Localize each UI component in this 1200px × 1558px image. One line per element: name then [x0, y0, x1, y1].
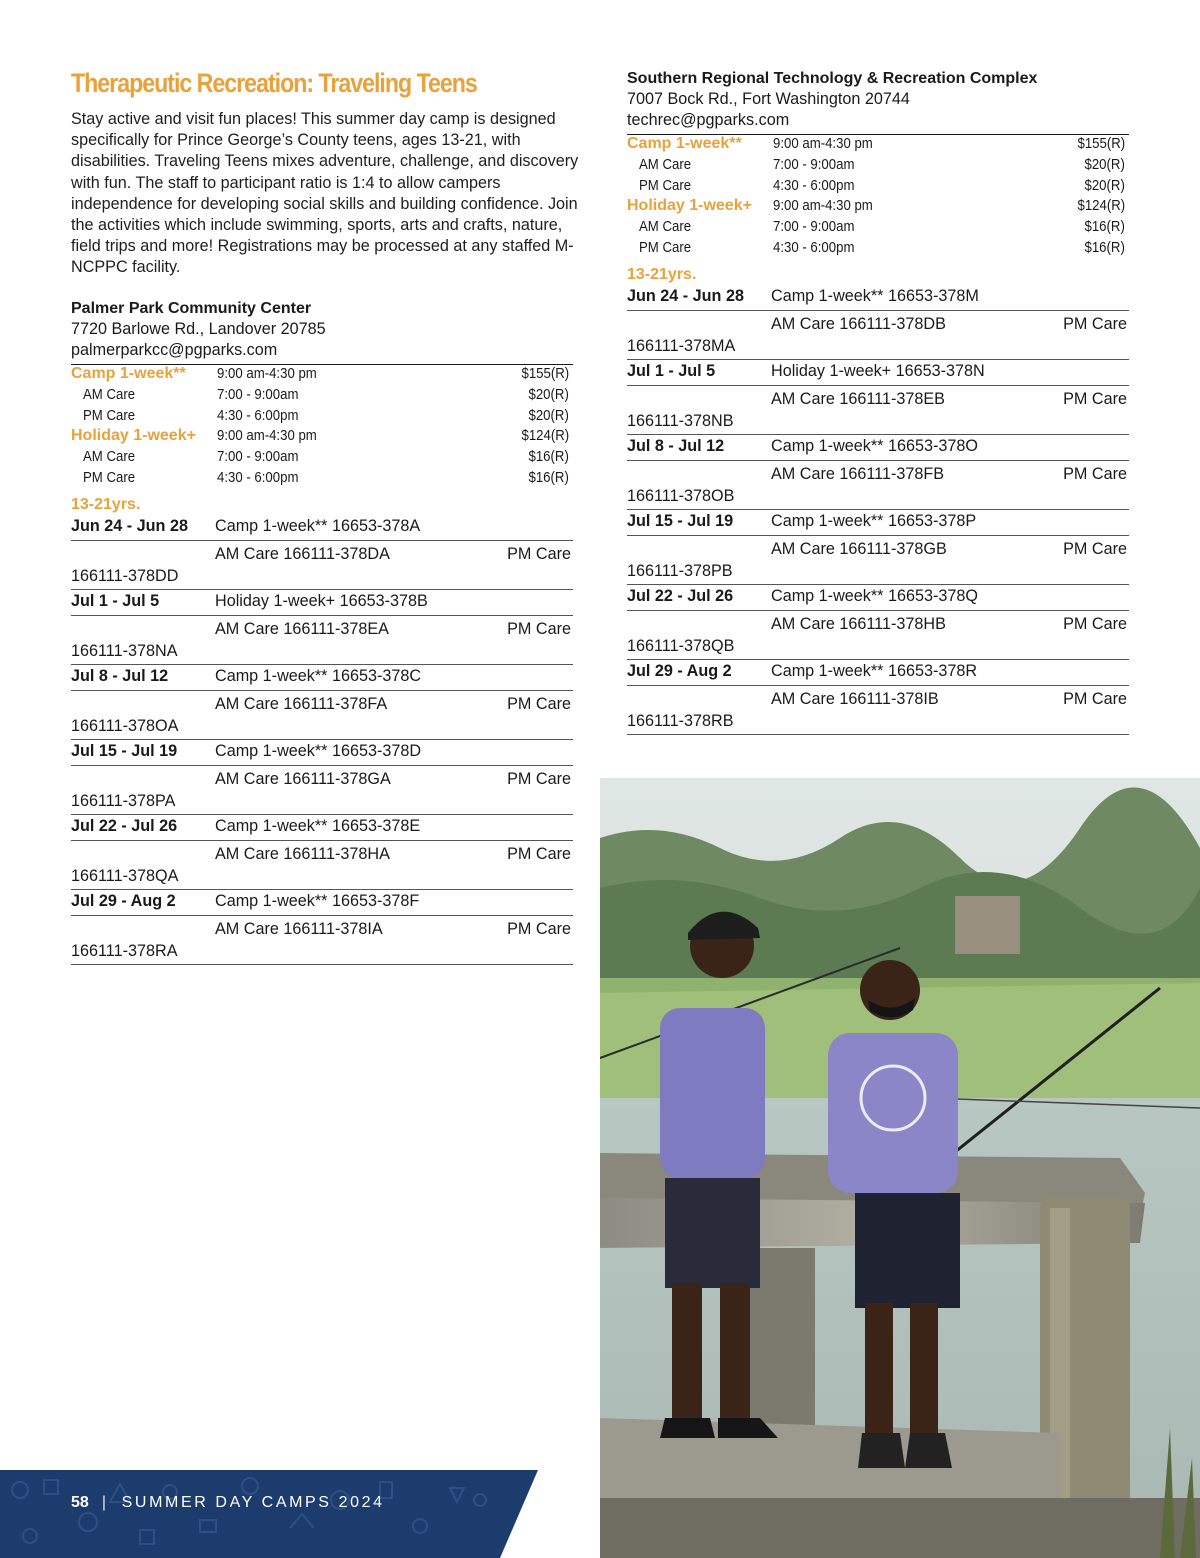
session-row: [71, 740, 573, 766]
fee-row: [71, 448, 573, 469]
session-date: Jul 8 - Jul 12: [71, 666, 169, 685]
fee-price: $20(R): [1084, 155, 1125, 173]
session-row: [627, 510, 1129, 536]
venue-email[interactable]: palmerparkcc@pgparks.com: [71, 341, 278, 359]
session-date: Jul 15 - Jul 19: [627, 511, 734, 530]
care-row: [627, 311, 1129, 360]
pm-care-code: 166111-378RB: [627, 711, 734, 730]
fee-label: Camp 1-week**: [627, 135, 742, 152]
care-row: [627, 536, 1129, 585]
fee-price: $16(R): [1084, 238, 1125, 256]
session-date: Jul 8 - Jul 12: [627, 436, 725, 455]
fee-label: Camp 1-week**: [71, 365, 186, 382]
session-row: [71, 890, 573, 916]
fee-label: PM Care: [83, 406, 136, 424]
session-row: [71, 815, 573, 841]
pm-care-code: 166111-378QA: [71, 866, 179, 885]
intro-paragraph: Stay active and visit fun places! This summer day camp is designed specifically for Prince George’s County teens, ages 13-21, with disabilities. Traveling Teens mixes adventure, challenge, and discovery with fun. The staff to participant ratio is 1:4 to allow campers independence for developing social skills and building confidence. Join the activities which include swimming, sports, arts and crafts, nature, field trips and more! Registrations may be processed at any staffed M-NCPPC facility.: [71, 110, 579, 277]
pm-care-label: PM Care: [507, 619, 571, 638]
venue-address: 7007 Bock Rd., Fort Washington 20744: [627, 90, 910, 108]
age-range: 13-21yrs.: [627, 265, 697, 283]
pm-care-code: 166111-378PB: [627, 561, 733, 580]
session-program: Camp 1-week** 16653-378A: [215, 516, 421, 535]
session-program: Camp 1-week** 16653-378O: [771, 436, 978, 455]
fee-price: $20(R): [1084, 176, 1125, 194]
session-date: Jul 29 - Aug 2: [627, 661, 732, 680]
session-program: Camp 1-week** 16653-378E: [215, 816, 421, 835]
am-care-code: AM Care 166111-378FA: [215, 694, 388, 713]
pm-care-code: 166111-378OB: [627, 486, 735, 505]
pm-care-label: PM Care: [1063, 389, 1127, 408]
care-row: [627, 686, 1129, 735]
fee-time: 4:30 - 6:00pm: [773, 176, 855, 194]
fee-time: 7:00 - 9:00am: [773, 155, 855, 173]
session-program: Camp 1-week** 16653-378Q: [771, 586, 978, 605]
pm-care-label: PM Care: [1063, 539, 1127, 558]
fee-row: [71, 386, 573, 407]
care-row: [71, 691, 573, 740]
fee-time: 9:00 am-4:30 pm: [217, 427, 317, 445]
am-care-code: AM Care 166111-378IB: [771, 689, 939, 708]
fee-row: [71, 469, 573, 490]
pm-care-label: PM Care: [1063, 614, 1127, 633]
session-date: Jun 24 - Jun 28: [71, 516, 188, 535]
fee-price: $16(R): [528, 468, 569, 486]
fee-price: $155(R): [1077, 135, 1125, 152]
session-program: Camp 1-week** 16653-378C: [215, 666, 422, 685]
fee-table: [71, 365, 573, 490]
venue-southern-regional: [627, 68, 1129, 735]
pm-care-label: PM Care: [507, 844, 571, 863]
fee-price: $16(R): [1084, 218, 1125, 236]
fee-time: 9:00 am-4:30 pm: [217, 365, 317, 382]
pm-care-code: 166111-378PA: [71, 791, 176, 810]
fee-time: 7:00 - 9:00am: [217, 385, 299, 403]
page-title: Therapeutic Recreation: Traveling Teens: [71, 68, 477, 98]
fee-row: [627, 156, 1129, 177]
am-care-code: AM Care 166111-378DB: [771, 314, 946, 333]
footer-label: SUMMER DAY CAMPS 2024: [121, 1494, 385, 1511]
session-schedule: [71, 515, 573, 965]
pm-care-code: 166111-378NA: [71, 641, 178, 660]
am-care-code: AM Care 166111-378EA: [215, 619, 389, 638]
pm-care-label: PM Care: [507, 544, 571, 563]
venue-email[interactable]: techrec@pgparks.com: [627, 111, 790, 129]
session-row: [71, 665, 573, 691]
fee-label: AM Care: [83, 448, 136, 466]
fee-row: [627, 218, 1129, 239]
fee-time: 7:00 - 9:00am: [217, 448, 299, 466]
session-row: [71, 590, 573, 616]
session-row: [71, 515, 573, 541]
pm-care-code: 166111-378OA: [71, 716, 179, 735]
session-program: Camp 1-week** 16653-378P: [771, 511, 977, 530]
pm-care-code: 166111-378RA: [71, 941, 178, 960]
session-date: Jul 15 - Jul 19: [71, 741, 178, 760]
session-date: Jun 24 - Jun 28: [627, 286, 744, 305]
pm-care-code: 166111-378QB: [627, 636, 735, 655]
care-row: [71, 841, 573, 890]
fee-time: 4:30 - 6:00pm: [773, 238, 855, 256]
pm-care-label: PM Care: [507, 769, 571, 788]
fee-time: 9:00 am-4:30 pm: [773, 197, 873, 215]
am-care-code: AM Care 166111-378FB: [771, 464, 945, 483]
fee-price: $124(R): [1077, 197, 1125, 215]
session-row: [627, 660, 1129, 686]
pm-care-code: 166111-378MA: [627, 336, 736, 355]
session-date: Jul 29 - Aug 2: [71, 891, 176, 910]
session-program: Holiday 1-week+ 16653-378B: [215, 591, 428, 610]
pm-care-label: PM Care: [507, 694, 571, 713]
footer-band: [0, 1470, 600, 1558]
pm-care-label: PM Care: [1063, 314, 1127, 333]
session-program: Camp 1-week** 16653-378M: [771, 286, 979, 305]
footer-separator: |: [101, 1494, 109, 1511]
session-date: Jul 22 - Jul 26: [71, 816, 178, 835]
pm-care-label: PM Care: [1063, 464, 1127, 483]
fee-price: $124(R): [521, 427, 569, 445]
care-row: [71, 916, 573, 965]
session-program: Camp 1-week** 16653-378F: [215, 891, 420, 910]
fee-time: 4:30 - 6:00pm: [217, 468, 299, 486]
fee-label: AM Care: [639, 155, 692, 173]
fee-time: 4:30 - 6:00pm: [217, 406, 299, 424]
fee-row: [627, 239, 1129, 260]
fee-price: $16(R): [528, 448, 569, 466]
care-row: [627, 611, 1129, 660]
fee-price: $155(R): [521, 365, 569, 382]
fee-label: AM Care: [83, 385, 136, 403]
fishing-teens-illustration: [600, 778, 1200, 1558]
am-care-code: AM Care 166111-378GA: [215, 769, 391, 788]
care-row: [71, 616, 573, 665]
fee-row: [627, 177, 1129, 198]
care-row: [627, 461, 1129, 510]
session-schedule: [627, 285, 1129, 735]
session-row: [627, 585, 1129, 611]
venue-name: Palmer Park Community Center: [71, 300, 312, 317]
fee-label: AM Care: [639, 218, 692, 236]
page-number: 58: [71, 1494, 89, 1511]
am-care-code: AM Care 166111-378HB: [771, 614, 946, 633]
age-range: 13-21yrs.: [71, 495, 141, 513]
pm-care-code: 166111-378DD: [71, 566, 179, 585]
footer-text: [71, 1494, 385, 1512]
fee-label: PM Care: [639, 176, 692, 194]
fee-price: $20(R): [528, 385, 569, 403]
venue-address: 7720 Barlowe Rd., Landover 20785: [71, 320, 326, 338]
fee-time: 9:00 am-4:30 pm: [773, 135, 873, 152]
fee-price: $20(R): [528, 406, 569, 424]
am-care-code: AM Care 166111-378HA: [215, 844, 390, 863]
session-date: Jul 22 - Jul 26: [627, 586, 734, 605]
am-care-code: AM Care 166111-378EB: [771, 389, 945, 408]
fee-row: [627, 135, 1129, 156]
fee-row: [627, 197, 1129, 218]
care-row: [71, 541, 573, 590]
fee-label: Holiday 1-week+: [71, 427, 196, 445]
fee-label: Holiday 1-week+: [627, 197, 752, 215]
session-program: Camp 1-week** 16653-378R: [771, 661, 978, 680]
pm-care-label: PM Care: [507, 919, 571, 938]
fee-row: [71, 365, 573, 386]
session-row: [627, 360, 1129, 386]
am-care-code: AM Care 166111-378IA: [215, 919, 383, 938]
venue-palmer-park: [71, 298, 573, 965]
fee-row: [71, 427, 573, 448]
session-row: [627, 285, 1129, 311]
care-row: [71, 766, 573, 815]
pm-care-code: 166111-378NB: [627, 411, 734, 430]
session-row: [627, 435, 1129, 461]
am-care-code: AM Care 166111-378GB: [771, 539, 947, 558]
venue-name: Southern Regional Technology & Recreation Complex: [627, 70, 1038, 87]
session-date: Jul 1 - Jul 5: [627, 361, 716, 380]
fee-label: PM Care: [83, 468, 136, 486]
fee-label: PM Care: [639, 238, 692, 256]
fee-time: 7:00 - 9:00am: [773, 218, 855, 236]
session-program: Holiday 1-week+ 16653-378N: [771, 361, 985, 380]
session-program: Camp 1-week** 16653-378D: [215, 741, 422, 760]
pm-care-label: PM Care: [1063, 689, 1127, 708]
fee-table: [627, 135, 1129, 260]
camp-photo: [600, 778, 1200, 1558]
am-care-code: AM Care 166111-378DA: [215, 544, 390, 563]
fee-row: [71, 407, 573, 428]
session-date: Jul 1 - Jul 5: [71, 591, 160, 610]
care-row: [627, 386, 1129, 435]
